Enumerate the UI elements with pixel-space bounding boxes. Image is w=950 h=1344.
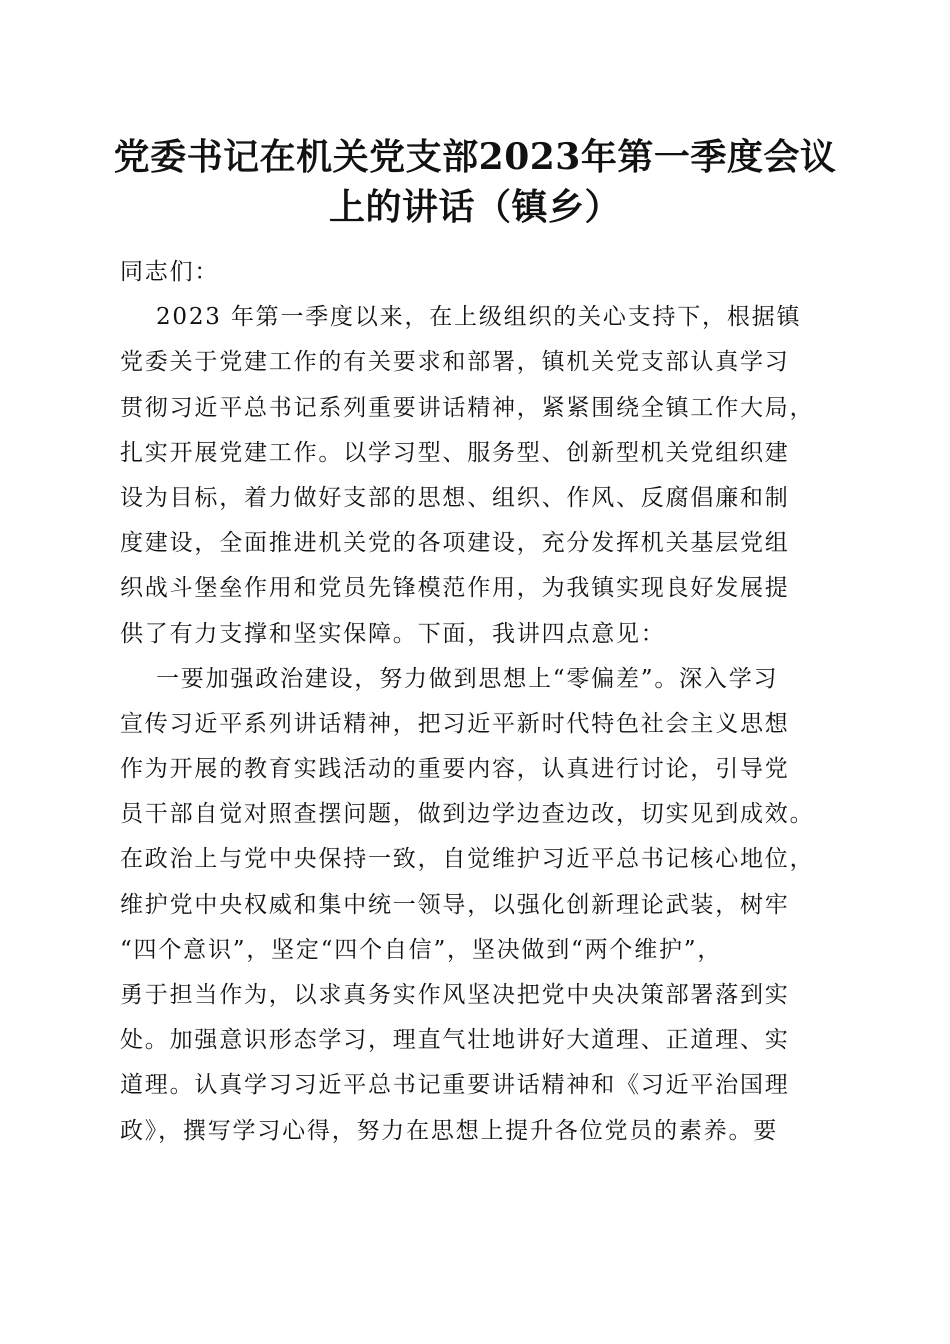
document-title bbox=[100, 132, 850, 232]
paragraph-line: “四个意识”，坚定“四个自信”，坚决做到“两个维护”， bbox=[120, 936, 723, 963]
paragraph-intro bbox=[120, 295, 840, 657]
paragraph-line: 作为开展的教育实践活动的重要内容，认真进行讨论，引导党 bbox=[120, 756, 790, 783]
paragraph-point-one bbox=[120, 657, 840, 1154]
paragraph-line: 织战斗堡垒作用和党员先锋模范作用，为我镇实现良好发展提 bbox=[120, 575, 790, 602]
paragraph-line: 党委关于党建工作的有关要求和部署，镇机关党支部认真学习 bbox=[120, 349, 790, 376]
paragraph-line: 勇于担当作为，以求真务实作风坚决把党中央决策部署落到实 bbox=[120, 982, 790, 1008]
paragraph-line: 员干部自觉对照查摆问题，做到边学边查边改，切实见到成效。 bbox=[120, 801, 815, 828]
paragraph-line: 处。加强意识形态学习，理直气壮地讲好大道理、正道理、实 bbox=[120, 1027, 790, 1054]
paragraph-line: 供了有力支撑和坚实保障。下面，我讲四点意见： bbox=[120, 620, 666, 647]
paragraph-line: 设为目标，着力做好支部的思想、组织、作风、反腐倡廉和制 bbox=[120, 484, 790, 511]
paragraph-line: 宣传习近平系列讲话精神，把习近平新时代特色社会主义思想 bbox=[120, 710, 790, 737]
paragraph-line: 度建设，全面推进机关党的各项建设，充分发挥机关基层党组 bbox=[120, 530, 790, 557]
paragraph-line: 扎实开展党建工作。以学习型、服务型、创新型机关党组织建 bbox=[120, 439, 790, 466]
title-line-2: 上的讲话（镇乡） bbox=[328, 186, 621, 228]
paragraph-line: 政》，撰写学习心得，努力在思想上提升各位党员的素养。要 bbox=[120, 1117, 779, 1144]
paragraph-line: 道理。认真学习习近平总书记重要讲话精神和《习近平治国理 bbox=[120, 1072, 790, 1099]
document-body bbox=[120, 250, 840, 1154]
salutation: 同志们： bbox=[120, 259, 220, 285]
paragraph-line: 2023 年第一季度以来，在上级组织的关心支持下，根据镇 bbox=[156, 304, 802, 331]
paragraph-line: 一要加强政治建设，努力做到思想上“零偏差”。深入学习 bbox=[156, 665, 779, 692]
paragraph-line: 在政治上与党中央保持一致，自觉维护习近平总书记核心地位， bbox=[120, 846, 815, 873]
paragraph-line: 贯彻习近平总书记系列重要讲话精神，紧紧围绕全镇工作大局， bbox=[120, 394, 815, 421]
title-line-1: 党委书记在机关党支部2023年第一季度会议 bbox=[113, 136, 837, 178]
paragraph-line: 维护党中央权威和集中统一领导，以强化创新理论武装，树牢 bbox=[120, 891, 790, 918]
